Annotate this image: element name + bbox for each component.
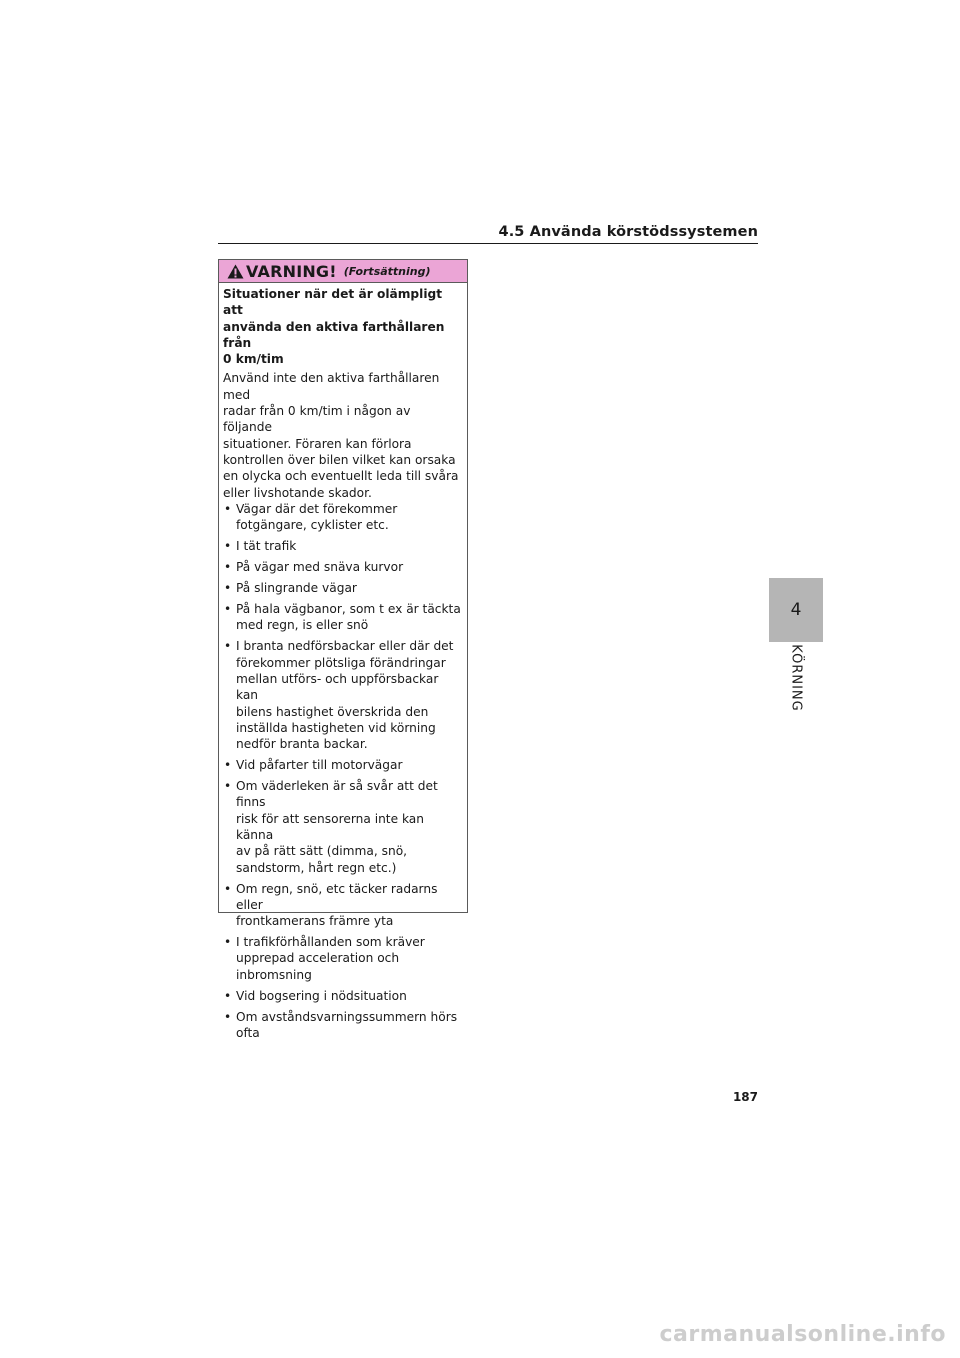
section-title: 4.5 Använda körstödssystemen [498,224,758,240]
list-item-line: inställda hastigheten vid körning [236,720,436,735]
list-item [223,638,463,752]
list-item [223,501,463,534]
list-item-line: förekommer plötsliga förändringar [236,655,446,670]
list-item-line: I branta nedförsbackar eller där det [236,639,454,654]
list-item-line: inbromsning [236,967,312,982]
bullet-marker: • [224,935,232,950]
warning-label: VARNING! [246,261,337,281]
list-item-line: På hala vägbanor, som t ex är täckta [236,602,461,617]
warning-continuation: (Fortsättning) [343,264,431,278]
bullet-marker: • [224,539,232,554]
bullet-marker: • [224,758,232,773]
list-item [223,559,463,575]
list-item [223,881,463,930]
list-item-line: mellan utförs- och uppförsbackar kan [236,671,439,703]
list-item-line: Om regn, snö, etc täcker radarns eller [236,881,438,912]
list-item-line: bilens hastighet överskrida den [236,704,429,719]
list-item-line: med regn, is eller snö [236,618,369,633]
list-item-line: frontkamerans främre yta [236,914,394,929]
list-item-line: sandstorm, hårt regn etc.) [236,860,397,875]
list-item-line: nedför branta backar. [236,737,368,752]
bullet-marker: • [224,501,232,516]
chapter-tab [769,578,823,642]
page-number: 187 [732,1090,758,1104]
list-item [223,934,463,983]
bullet-marker: • [224,560,232,575]
warning-box [218,259,468,1041]
list-item [223,538,463,554]
bullet-marker: • [224,881,232,896]
bullet-marker: • [224,1009,232,1024]
chapter-label: KÖRNING [788,644,804,712]
list-item-line: På vägar med snäva kurvor [236,560,404,575]
list-item-line: upprepad acceleration och [236,951,400,966]
list-item-line: I tät trafik [236,539,297,554]
header-divider [218,243,758,244]
list-item-line: Om avståndsvarningssummern hörs [236,1009,458,1024]
bullet-marker: • [224,988,232,1003]
bullet-marker: • [224,581,232,596]
list-item-line: av på rätt sätt (dimma, snö, [236,844,408,859]
list-item [223,757,463,773]
warning-body [219,283,467,1041]
list-item-line: Vid påfarter till motorvägar [236,758,403,773]
list-item [223,988,463,1004]
bullet-marker: • [224,639,232,654]
situation-list [223,501,463,1041]
subtitle-line: Situationer när det är olämpligt att [223,287,443,318]
warning-intro [223,370,463,500]
chapter-number: 4 [790,600,802,620]
subtitle-line: använda den aktiva farthållaren från [223,319,445,350]
list-item [223,580,463,596]
list-item-line: Vid bogsering i nödsituation [236,988,407,1003]
intro-line: en olycka och eventuellt leda till svåra [223,469,459,484]
warning-subtitle [223,286,463,367]
list-item-line: risk för att sensorerna inte kan känna [236,811,424,843]
list-item [223,778,463,876]
list-item-line: Om väderleken är så svår att det finns [236,779,438,810]
list-item-line: På slingrande vägar [236,581,357,596]
list-item-line: Vägar där det förekommer [236,501,398,516]
watermark: carmanualsonline.info [659,1322,946,1347]
warning-triangle-icon [227,264,244,279]
list-item-line: I trafikförhållanden som kräver [236,935,425,950]
intro-line: situationer. Föraren kan förlora [223,436,412,451]
list-item [223,1009,463,1042]
list-item-line: ofta [236,1026,260,1041]
bullet-marker: • [224,779,232,794]
intro-line: kontrollen över bilen vilket kan orsaka [223,452,456,467]
list-item [223,601,463,634]
list-item-line: fotgängare, cyklister etc. [236,518,389,533]
intro-line: Använd inte den aktiva farthållaren med [223,371,440,402]
intro-line: radar från 0 km/tim i någon av följande [223,404,411,435]
bullet-marker: • [224,602,232,617]
subtitle-line: 0 km/tim [223,352,284,367]
warning-header [219,260,467,283]
intro-line: eller livshotande skador. [223,485,372,500]
